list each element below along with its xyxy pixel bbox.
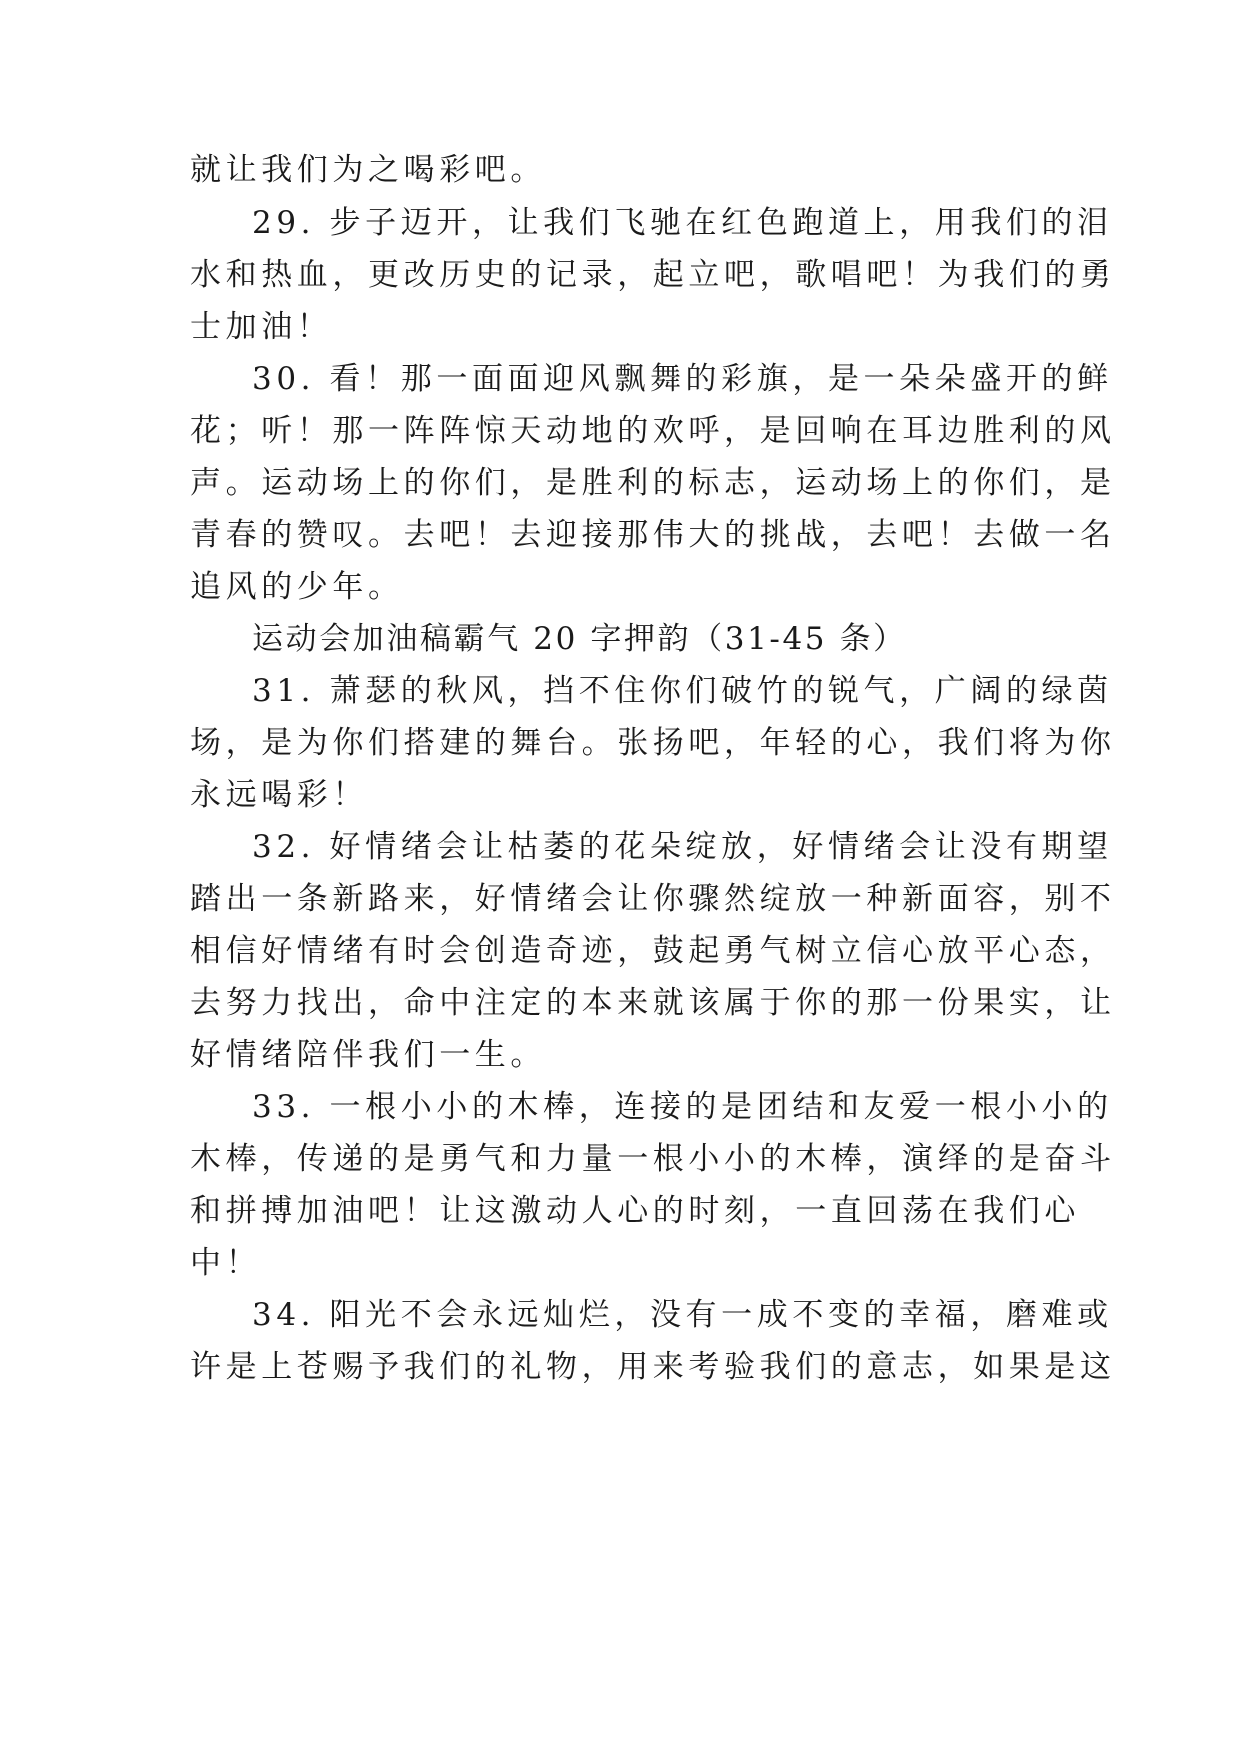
text-line: 士加油！ xyxy=(190,309,333,345)
text-line: 中！ xyxy=(190,1245,262,1281)
text-line: 木棒，传递的是勇气和力量一根小小的木棒，演绎的是奋斗 xyxy=(190,1141,1116,1177)
text-line: 相信好情绪有时会创造奇迹，鼓起勇气树立信心放平心态， xyxy=(190,933,1116,969)
text-line: 许是上苍赐予我们的礼物，用来考验我们的意志，如果是这 xyxy=(190,1349,1116,1385)
text-line: 花；听！那一阵阵惊天动地的欢呼，是回响在耳边胜利的风 xyxy=(190,413,1116,449)
item-34-line: 34. 阳光不会永远灿烂，没有一成不变的幸福，磨难或 xyxy=(252,1297,1113,1333)
item-29-line: 29. 步子迈开，让我们飞驰在红色跑道上，用我们的泪 xyxy=(252,205,1113,241)
text-line: 去努力找出，命中注定的本来就该属于你的那一份果实，让 xyxy=(190,985,1116,1021)
text-line: 声。运动场上的你们，是胜利的标志，运动场上的你们，是 xyxy=(190,465,1116,501)
text-line: 好情绪陪伴我们一生。 xyxy=(190,1037,546,1073)
text-line: 水和热血，更改历史的记录，起立吧，歌唱吧！为我们的勇 xyxy=(190,257,1116,293)
text-line: 踏出一条新路来，好情绪会让你骤然绽放一种新面容，别不 xyxy=(190,881,1116,917)
text-line: 青春的赞叹。去吧！去迎接那伟大的挑战，去吧！去做一名 xyxy=(190,517,1116,553)
text-line: 和拼搏加油吧！让这激动人心的时刻，一直回荡在我们心 xyxy=(190,1193,1080,1229)
text-line: 永远喝彩！ xyxy=(190,777,368,813)
section-heading: 运动会加油稿霸气 20 字押韵（31-45 条） xyxy=(252,621,907,657)
text-line: 追风的少年。 xyxy=(190,569,404,605)
text-line: 场，是为你们搭建的舞台。张扬吧，年轻的心，我们将为你 xyxy=(190,725,1116,761)
item-30-line: 30. 看！那一面面迎风飘舞的彩旗，是一朵朵盛开的鲜 xyxy=(252,361,1113,397)
item-31-line: 31. 萧瑟的秋风，挡不住你们破竹的锐气，广阔的绿茵 xyxy=(252,673,1113,709)
item-33-line: 33. 一根小小的木棒，连接的是团结和友爱一根小小的 xyxy=(252,1089,1113,1125)
text-line: 就让我们为之喝彩吧。 xyxy=(190,152,546,188)
item-32-line: 32. 好情绪会让枯萎的花朵绽放，好情绪会让没有期望 xyxy=(252,829,1113,865)
